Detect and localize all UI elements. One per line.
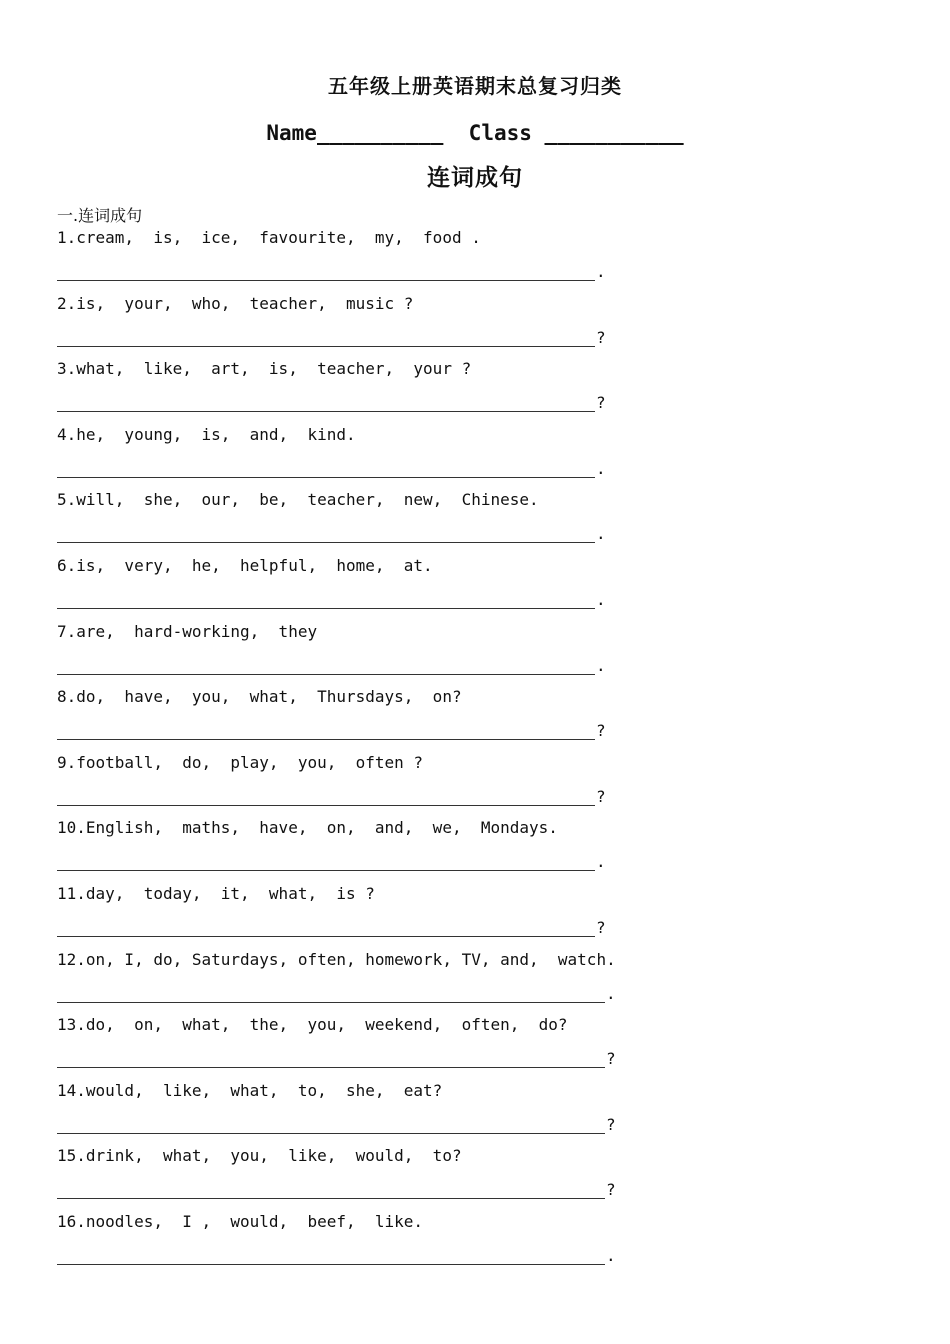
end-mark: . [596,589,606,609]
class-label: Class [468,121,532,145]
end-mark: ? [596,327,606,347]
end-mark: ? [606,1049,616,1069]
exercise-item [57,1208,917,1274]
exercise-item [57,486,917,552]
answer-line[interactable] [57,1180,616,1199]
answer-line[interactable] [57,984,616,1003]
exercise-item [57,618,917,684]
end-mark: ? [606,1114,616,1134]
exercise-item [57,683,917,749]
name-blank[interactable]: __________ [316,121,444,145]
exercise-item [57,814,917,880]
exercise-prompt: 13.do, on, what, the, you, weekend, often, do? [57,1015,568,1035]
end-mark: . [596,655,606,675]
end-mark: ? [596,917,606,937]
exercise-prompt: 2.is, your, who, teacher, music ? [57,293,414,313]
answer-line[interactable] [57,1246,616,1265]
answer-line[interactable] [57,787,606,806]
page-title: 五年级上册英语期末总复习归类 [328,74,622,98]
exercise-list [57,224,917,1274]
answer-line[interactable] [57,918,606,937]
exercise-item [57,290,917,356]
end-mark: . [596,852,606,872]
answer-line[interactable] [57,262,606,281]
exercise-item [57,1077,917,1143]
answer-line[interactable] [57,590,606,609]
exercise-prompt: 11.day, today, it, what, is ? [57,883,375,903]
section-title: 连词成句 [427,165,523,191]
exercise-prompt: 3.what, like, art, is, teacher, your ? [57,359,472,379]
answer-line[interactable] [57,393,606,412]
exercise-prompt: 14.would, like, what, to, she, eat? [57,1080,443,1100]
end-mark: ? [606,1180,616,1200]
exercise-prompt: 16.noodles, I , would, beef, like. [57,1211,424,1231]
end-mark: . [596,458,606,478]
exercise-item [57,1142,917,1208]
exercise-item [57,355,917,421]
name-class-line [0,121,950,145]
answer-line[interactable] [57,524,606,543]
exercise-prompt: 1.cream, is, ice, favourite, my, food . [57,228,481,247]
exercise-prompt: 9.football, do, play, you, often ? [57,752,424,772]
answer-line[interactable] [57,1115,616,1134]
end-mark: . [596,262,606,281]
end-mark: . [596,524,606,544]
exercise-item [57,1011,917,1077]
exercise-item [57,552,917,618]
exercise-prompt: 15.drink, what, you, like, would, to? [57,1146,462,1166]
exercise-prompt: 7.are, hard-working, they [57,621,318,641]
exercise-item [57,946,917,1012]
end-mark: . [606,1245,616,1265]
answer-line[interactable] [57,328,606,347]
exercise-item [57,421,917,487]
name-label: Name [266,121,317,145]
exercise-prompt: 8.do, have, you, what, Thursdays, on? [57,687,462,707]
part-heading: 一.连词成句 [57,206,143,225]
exercise-prompt: 12.on, I, do, Saturdays, often, homework, TV, and, watch. [57,949,616,969]
answer-line[interactable] [57,1049,616,1068]
answer-line[interactable] [57,656,606,675]
exercise-prompt: 10.English, maths, have, on, and, we, Mondays. [57,818,558,838]
end-mark: ? [596,393,606,413]
exercise-prompt: 6.is, very, he, helpful, home, at. [57,555,433,575]
end-mark: ? [596,721,606,741]
answer-line[interactable] [57,459,606,478]
answer-line[interactable] [57,852,606,871]
end-mark: . [606,983,616,1003]
end-mark: ? [596,786,606,806]
exercise-prompt: 4.he, young, is, and, kind. [57,424,356,444]
answer-line[interactable] [57,721,606,740]
exercise-item [57,880,917,946]
exercise-item [57,224,917,290]
exercise-prompt: 5.will, she, our, be, teacher, new, Chinese. [57,490,539,510]
class-blank[interactable]: ___________ [544,121,684,145]
exercise-item [57,749,917,815]
